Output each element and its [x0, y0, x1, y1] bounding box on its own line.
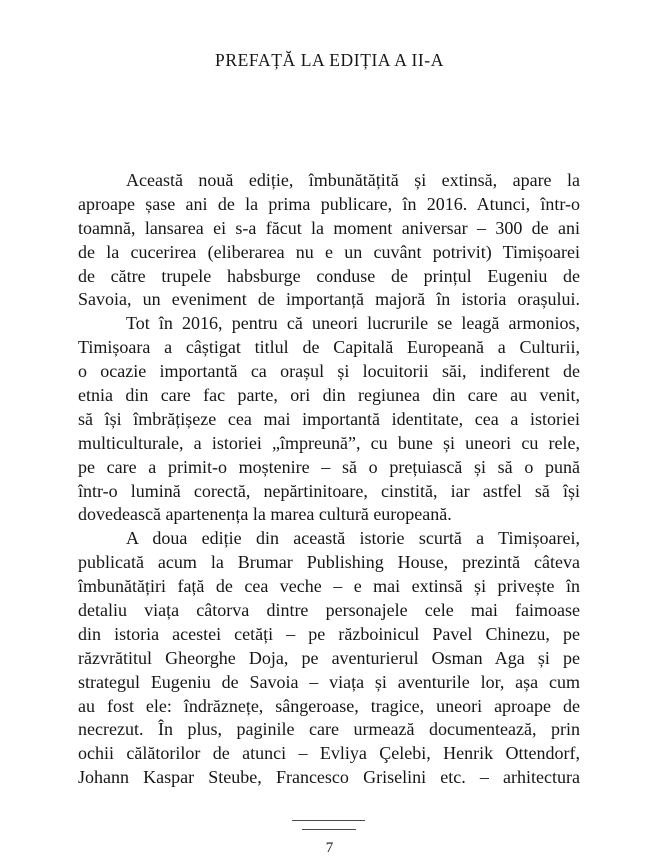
text-line: etnia din care fac parte, ori din regiunea din care au venit, — [78, 385, 580, 406]
text-line: ochii călătorilor de atunci – Evliya Çelebi, Henrik Ottendorf, — [78, 743, 580, 764]
text-line: din istoria acestei cetăți – pe războinicul Pavel Chinezu, pe — [78, 623, 580, 644]
text-line: A doua ediție din această istorie scurtă a Timișoarei, — [126, 528, 580, 549]
text-line: necrezut. În plus, paginile care urmează documentează, prin — [78, 719, 580, 740]
text-line: într-o lumină corectă, nepărtinitoare, cinstită, iar astfel să își — [78, 480, 580, 501]
text-line: de la cucerirea (eliberarea nu e un cuvânt potrivit) Timișoarei — [78, 241, 580, 262]
text-line: pe care a primit-o moștenire – să o prețuiască și să o pună — [78, 456, 580, 477]
footer-rule-top — [292, 820, 365, 821]
text-line: aproape șase ani de la prima publicare, în 2016. Atunci, într-o — [78, 193, 580, 214]
text-line: toamnă, lansarea ei s-a făcut la moment aniversar – 300 de ani — [78, 217, 580, 238]
text-line: Timișoara a câștigat titlul de Capitală Europeană a Culturii, — [78, 337, 580, 358]
text-line: dovedească apartenența la marea cultură europeană. — [78, 504, 452, 525]
paragraph — [78, 169, 580, 312]
text-line: de către trupele habsburge conduse de prințul Eugeniu de — [78, 265, 580, 286]
footer-rule-bottom — [302, 829, 356, 830]
page-number: 7 — [325, 840, 334, 856]
text-line: publicată acum la Brumar Publishing House, prezintă câteva — [78, 552, 580, 573]
text-line: au fost ele: îndrăznețe, sângeroase, tragice, uneori aproape de — [78, 695, 580, 716]
text-line: strategul Eugeniu de Savoia – viața și aventurile lor, așa cum — [78, 671, 580, 692]
text-line: Savoia, un eveniment de importanță majoră în istoria orașului. — [78, 289, 580, 310]
paragraph — [78, 527, 580, 790]
text-line: multiculturale, a istoriei „împreună”, cu bune și uneori cu rele, — [78, 432, 580, 453]
paragraph — [78, 312, 580, 527]
text-line: să își îmbrățișeze cea mai importantă identitate, cea a istoriei — [78, 408, 580, 429]
text-line: Johann Kaspar Steube, Francesco Griselini etc. – arhitectura — [78, 767, 580, 788]
text-line: Tot în 2016, pentru că uneori lucrurile se leagă armonios, — [126, 313, 580, 334]
text-line: răzvrătitul Gheorghe Doja, pe aventurierul Osman Aga și pe — [78, 647, 580, 668]
text-line: Această nouă ediție, îmbunătățită și extinsă, apare la — [126, 170, 580, 190]
body-text — [78, 169, 580, 790]
chapter-title: PREFAȚĂ LA EDIȚIA A II-A — [215, 50, 444, 70]
text-line: detaliu viața câtorva dintre personajele cele mai faimoase — [78, 600, 580, 621]
text-line: o ocazie importantă ca orașul și locuitorii săi, indiferent de — [78, 361, 580, 382]
text-line: îmbunătățiri față de cea veche – e mai extinsă și privește în — [78, 576, 580, 597]
